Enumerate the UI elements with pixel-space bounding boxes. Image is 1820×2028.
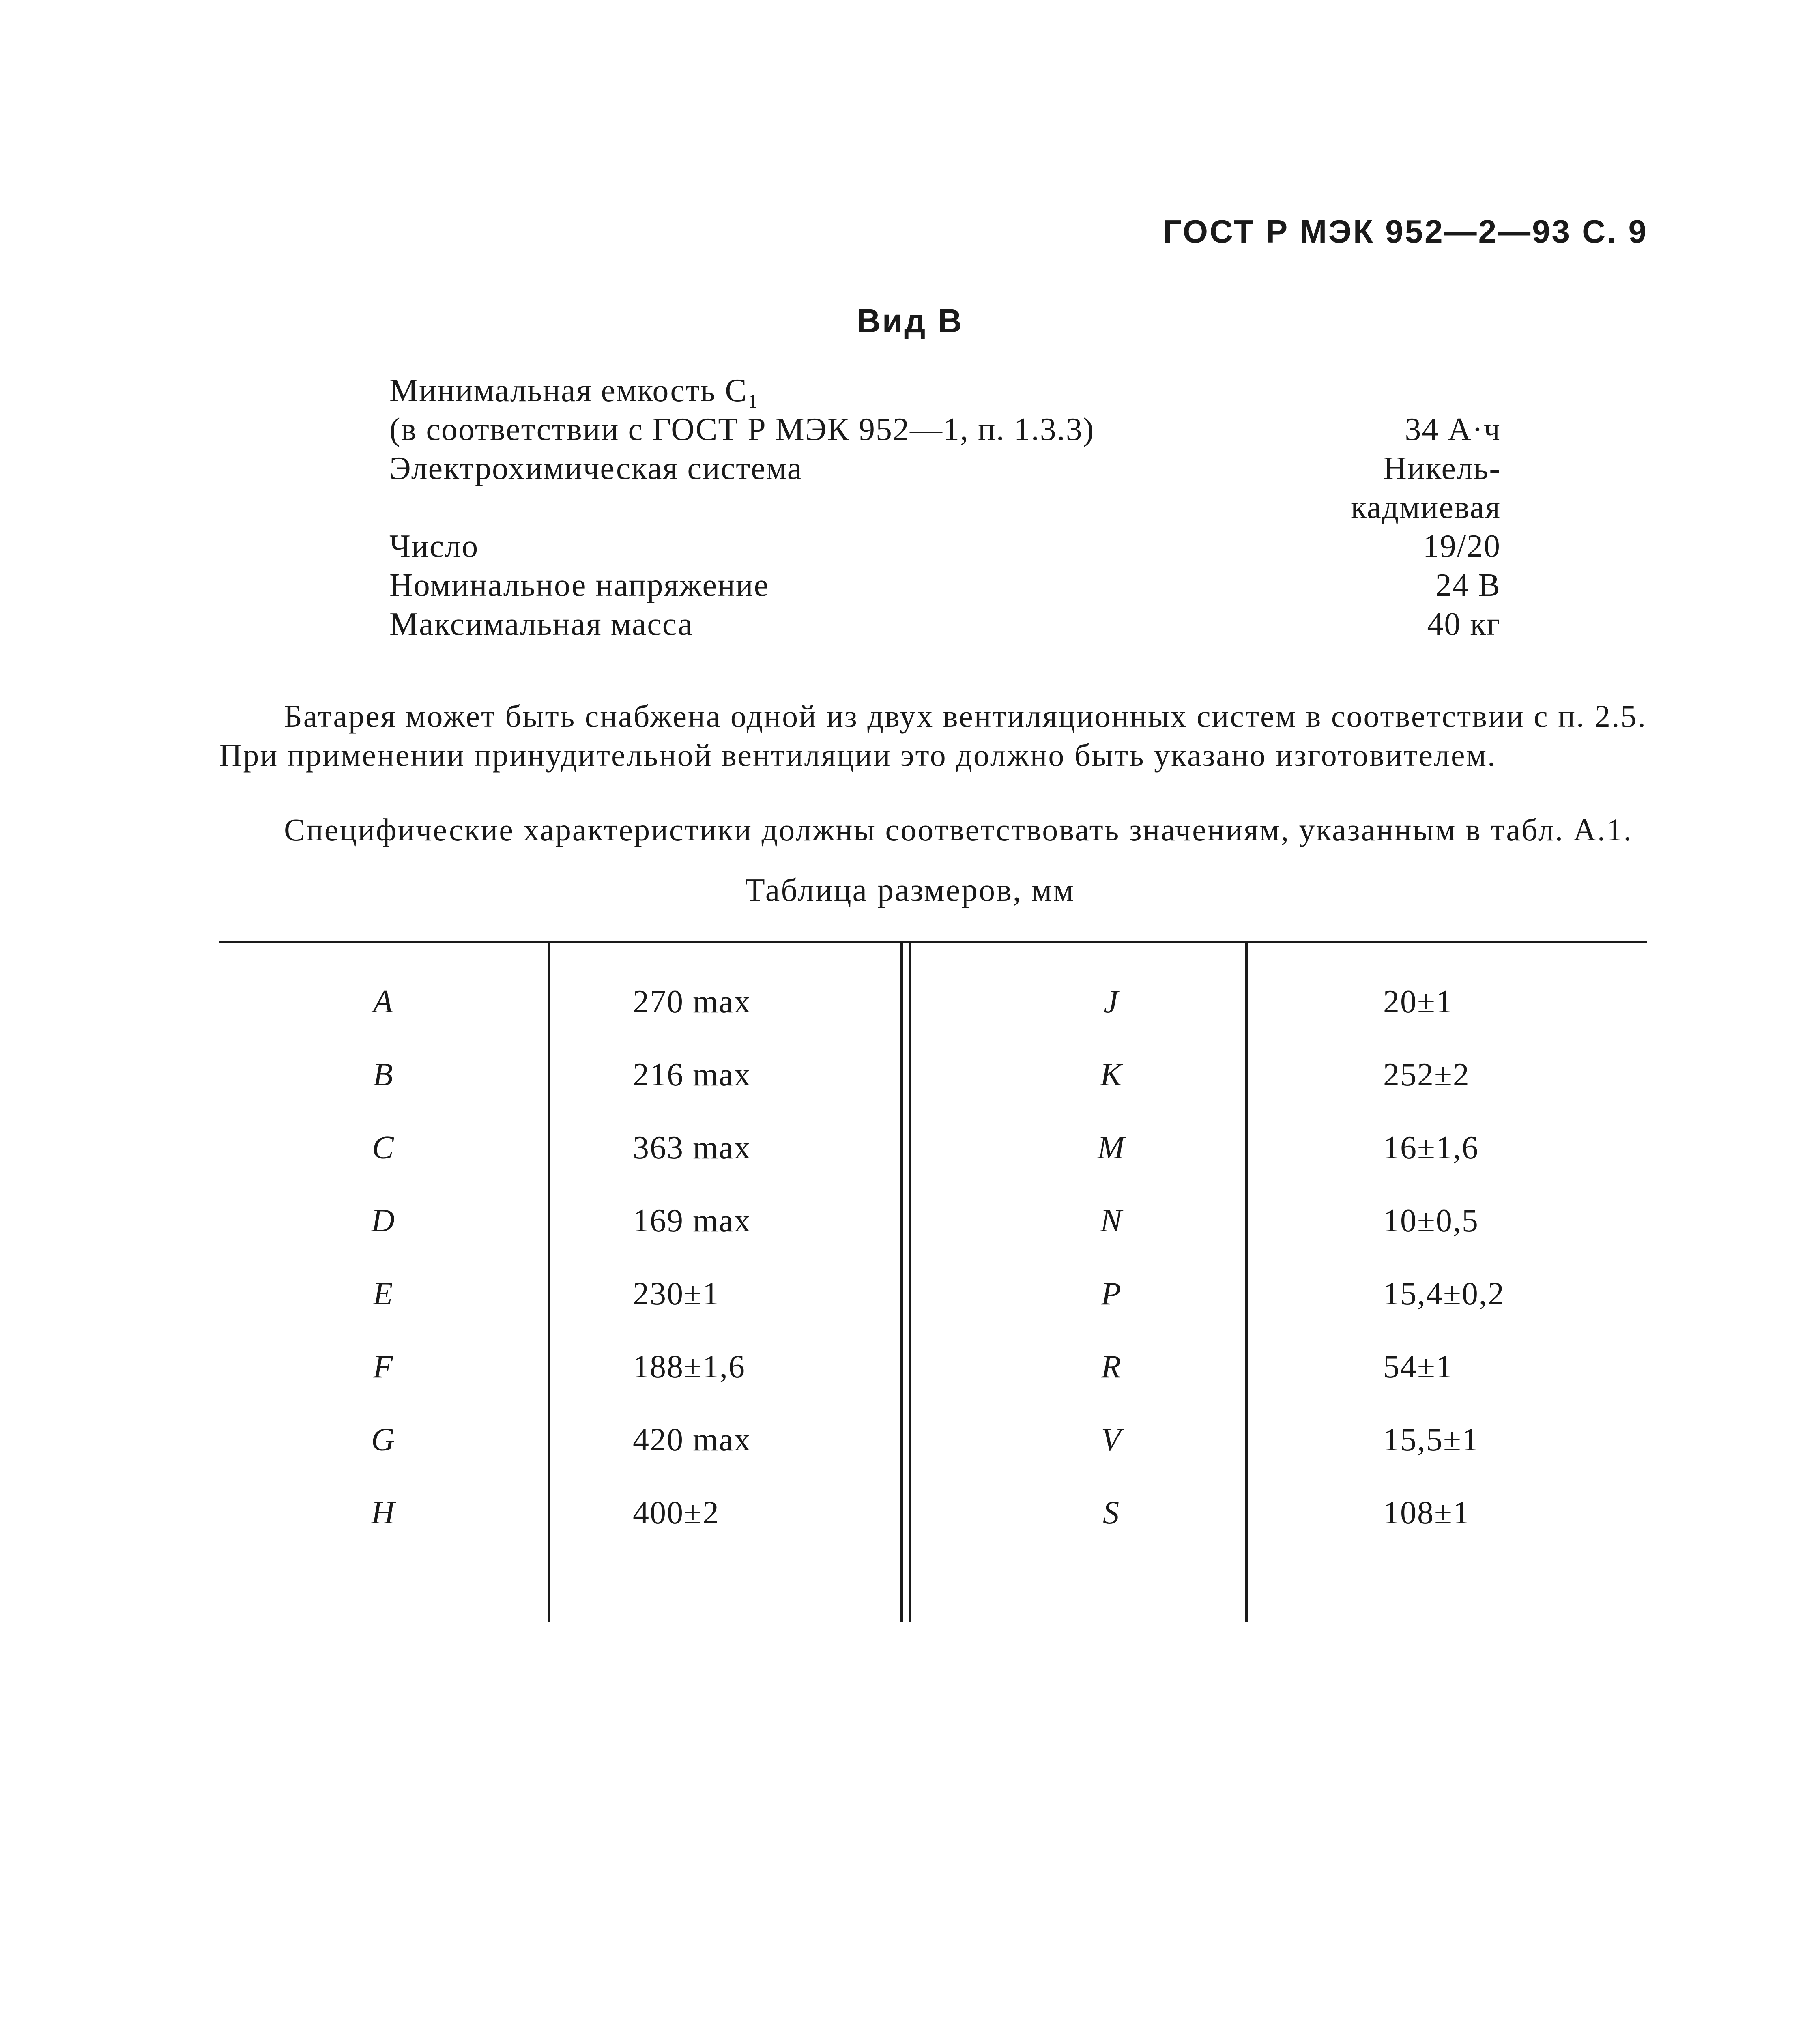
dimension-letter: A <box>373 984 394 1020</box>
dimension-value: 270 max <box>633 984 751 1020</box>
spec-label: Номинальное напряжение <box>389 567 769 603</box>
table-row <box>219 965 1647 1038</box>
spec-row <box>389 449 1501 488</box>
paragraph-ventilation: Батарея может быть снабжена одной из двух вентиляционных систем в соответствии с п. 2.5. При применении принудительной вентиляции это должно быть указано изготовителем. <box>219 698 1647 773</box>
spec-value: 19/20 <box>1422 528 1501 564</box>
dimension-value: 420 max <box>633 1422 751 1458</box>
dimension-letter: N <box>1100 1203 1123 1239</box>
dimension-letter: H <box>371 1495 395 1531</box>
running-title: ГОСТ Р МЭК 952—2—93 С. 9 <box>1163 213 1648 249</box>
table-row <box>219 1184 1647 1257</box>
spec-value: кадмиевая <box>1351 490 1501 525</box>
spec-value: 34 А·ч <box>1405 412 1501 447</box>
dimension-letter: G <box>371 1422 395 1458</box>
spec-label: Максимальная масса <box>389 606 693 642</box>
spec-row <box>389 566 1501 605</box>
dimension-letter: B <box>373 1057 394 1093</box>
dimension-value: 16±1,6 <box>1383 1130 1479 1166</box>
spec-value: 24 В <box>1435 567 1501 603</box>
table-row <box>219 1403 1647 1476</box>
dimension-value: 169 max <box>633 1203 751 1239</box>
dimension-value: 188±1,6 <box>633 1349 746 1385</box>
dimensions-table <box>219 941 1647 1622</box>
spec-row <box>389 371 1501 410</box>
table-row <box>219 1111 1647 1184</box>
dimension-value: 10±0,5 <box>1383 1203 1479 1239</box>
spec-label: Электрохимическая система <box>389 451 803 486</box>
dimension-letter: S <box>1103 1495 1120 1531</box>
dimension-letter: M <box>1097 1130 1126 1166</box>
spec-row <box>389 527 1501 566</box>
dimension-value: 20±1 <box>1383 984 1453 1020</box>
table-caption: Таблица размеров, мм <box>745 872 1075 908</box>
dimension-value: 400±2 <box>633 1495 720 1531</box>
dimension-value: 252±2 <box>1383 1057 1470 1093</box>
spec-label: (в соответствии с ГОСТ Р МЭК 952—1, п. 1.3.3) <box>389 412 1095 447</box>
view-title: Вид В <box>856 303 964 339</box>
dimension-letter: E <box>373 1276 394 1312</box>
table-row <box>219 1257 1647 1330</box>
spec-value: Никель- <box>1383 451 1501 486</box>
table-top-rule <box>219 941 1647 943</box>
table-row <box>219 1038 1647 1111</box>
dimension-value: 363 max <box>633 1130 751 1166</box>
dimension-value: 230±1 <box>633 1276 720 1312</box>
dimension-value: 15,4±0,2 <box>1383 1276 1505 1312</box>
dimension-letter: C <box>372 1130 395 1166</box>
spec-row <box>389 410 1501 449</box>
spec-value: 40 кг <box>1427 606 1501 642</box>
table-row <box>219 1476 1647 1549</box>
dimension-letter: R <box>1101 1349 1122 1385</box>
paragraph-characteristics: Специфические характеристики должны соответствовать значениям, указанным в табл. А.1. <box>284 812 1633 847</box>
table-row <box>219 1330 1647 1403</box>
dimension-value: 108±1 <box>1383 1495 1470 1531</box>
dimension-letter: P <box>1101 1276 1122 1312</box>
spec-label: Число <box>389 528 479 564</box>
spec-list <box>389 371 1501 644</box>
dimension-letter: K <box>1100 1057 1123 1093</box>
dimension-value: 216 max <box>633 1057 751 1093</box>
dimension-value: 15,5±1 <box>1383 1422 1479 1458</box>
dimension-letter: D <box>371 1203 395 1239</box>
spec-label: Минимальная емкость C₁ <box>389 373 760 408</box>
dimension-letter: F <box>373 1349 394 1385</box>
dimension-letter: J <box>1104 984 1119 1020</box>
spec-row <box>389 605 1501 644</box>
spec-row <box>389 488 1501 527</box>
dimension-value: 54±1 <box>1383 1349 1453 1385</box>
dimension-letter: V <box>1101 1422 1122 1458</box>
